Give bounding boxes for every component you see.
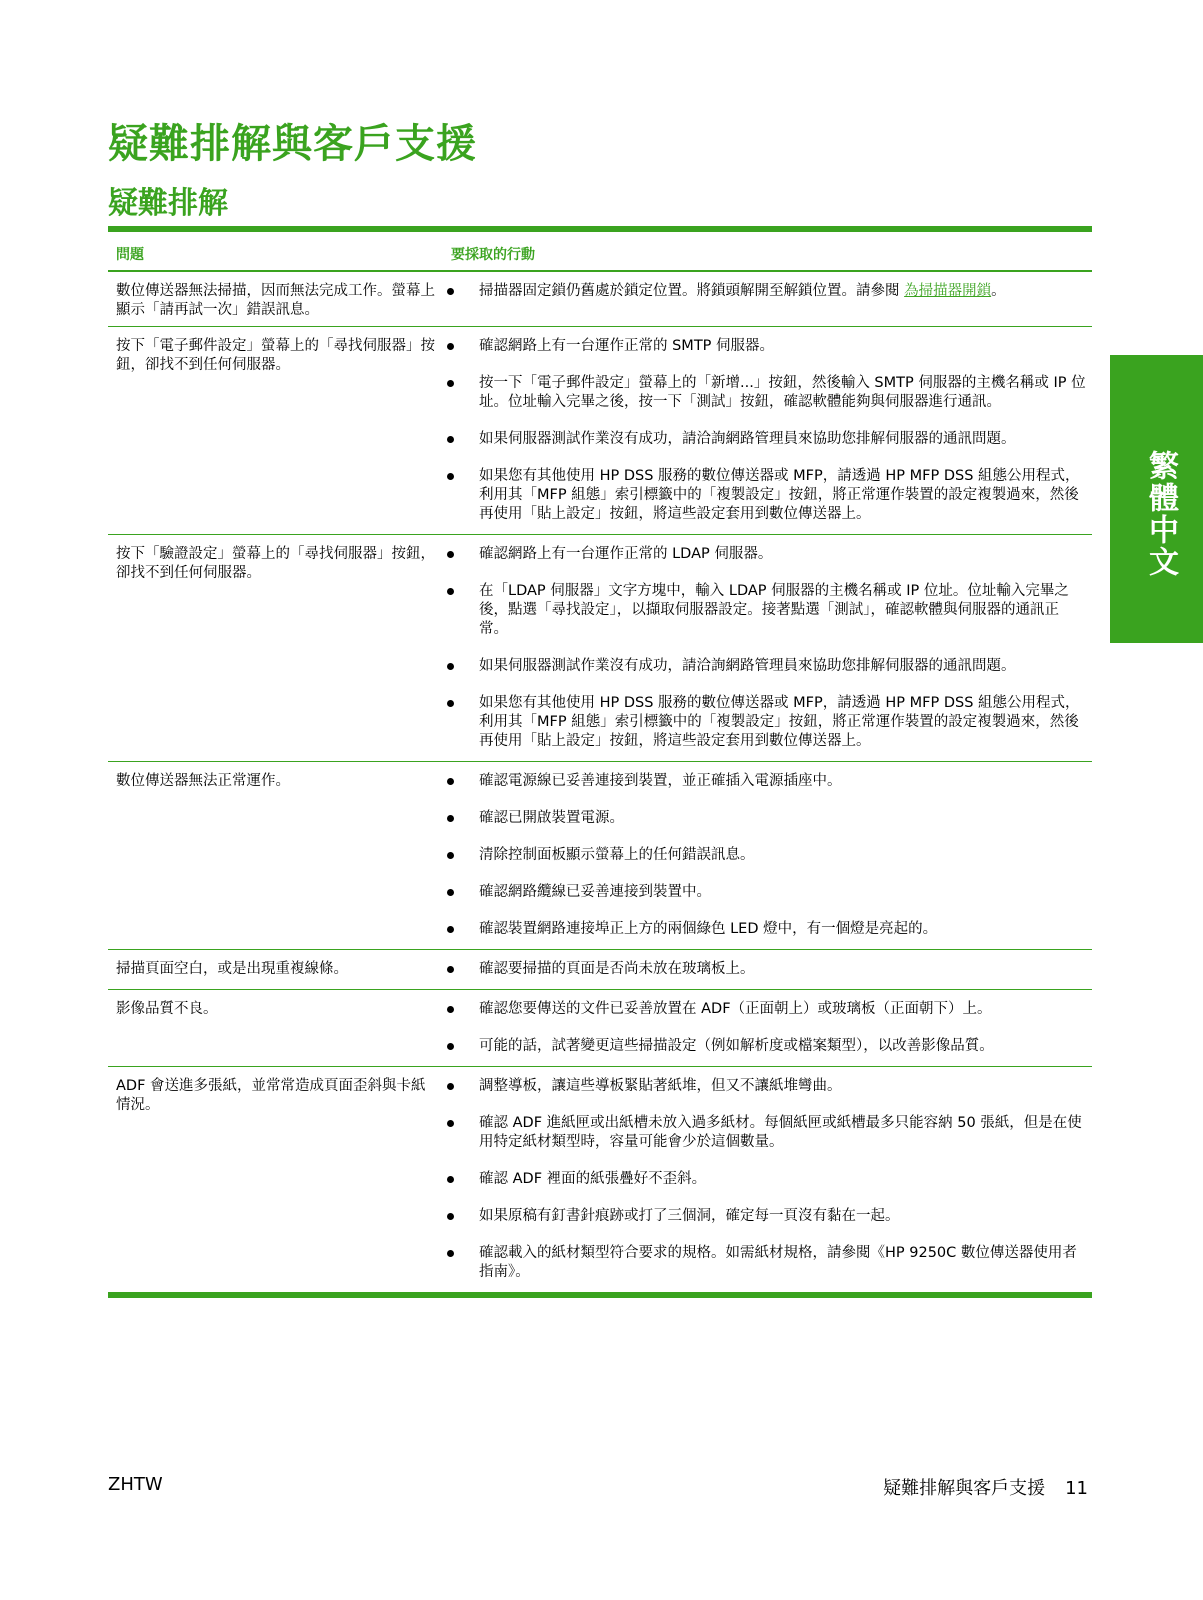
action-text-body: 在「LDAP 伺服器」文字方塊中，輸入 LDAP 伺服器的主機名稱或 IP 位址。位址輸入完畢之後，點選「尋找設定」，以擷取伺服器設定。接著點選「測試」，確認軟體與伺服器的通訊正常。 [479, 583, 1069, 637]
action-text [479, 1207, 1092, 1226]
action-text [479, 772, 1092, 791]
problem-cell: 掃描頁面空白，或是出現重複線條。 [116, 961, 348, 977]
action-text [479, 337, 1092, 356]
action-list [443, 545, 1092, 755]
table-row [108, 272, 1092, 327]
bullet-icon [443, 883, 479, 902]
action-item [443, 960, 1092, 979]
action-item [443, 1170, 1092, 1189]
cross-reference-link[interactable]: 為掃描器開鎖 [904, 283, 992, 299]
action-text-body: 如果您有其他使用 HP DSS 服務的數位傳送器或 MFP，請透過 HP MFP DSS 組態公用程式，利用其「MFP 組態」索引標籤中的「複製設定」按鈕，將正常運作裝置的設定複製過來，然後再使用「貼上設定」按鈕，將這些設定套用到數位傳送器上。 [479, 695, 1080, 749]
action-text [479, 1170, 1092, 1189]
action-text [479, 1077, 1092, 1096]
bullet-icon [443, 1077, 479, 1096]
bullet-icon [443, 960, 479, 979]
action-text [479, 657, 1092, 676]
action-text [479, 1244, 1092, 1282]
bullet-icon [443, 545, 479, 564]
bullet-icon [443, 1114, 479, 1152]
bullet-icon [443, 374, 479, 412]
action-text [479, 1000, 1092, 1019]
action-text-body: 確認裝置網路連接埠正上方的兩個綠色 LED 燈中，有一個燈是亮起的。 [479, 921, 938, 937]
action-text-suffix: 。 [991, 283, 1006, 299]
side-tab-label: 繁體中文 [1143, 450, 1178, 578]
action-item [443, 920, 1092, 939]
bullet-icon [443, 920, 479, 939]
action-text [479, 430, 1092, 449]
table-header [108, 232, 1092, 272]
bullet-icon [443, 467, 479, 524]
bullet-icon [443, 1207, 479, 1226]
action-list [443, 960, 1092, 983]
bullet-icon [443, 1037, 479, 1056]
action-text-body: 調整導板，讓這些導板緊貼著紙堆，但又不讓紙堆彎曲。 [479, 1078, 842, 1094]
action-text-body: 確認 ADF 進紙匣或出紙槽未放入過多紙材。每個紙匣或紙槽最多只能容納 50 張紙，但是在使用特定紙材類型時，容量可能會少於這個數量。 [479, 1115, 1082, 1150]
action-text-body: 如果伺服器測試作業沒有成功，請洽詢網路管理員來協助您排解伺服器的通訊問題。 [479, 658, 1016, 674]
action-list [443, 282, 1092, 320]
action-text-body: 可能的話，試著變更這些掃描設定（例如解析度或檔案類型），以改善影像品質。 [479, 1038, 994, 1054]
action-text-body: 確認網路上有一台運作正常的 LDAP 伺服器。 [479, 546, 773, 562]
action-item [443, 1037, 1092, 1056]
problem-cell: 數位傳送器無法正常運作。 [116, 773, 290, 789]
action-text-body: 按一下「電子郵件設定」螢幕上的「新增...」按鈕，然後輸入 SMTP 伺服器的主機名稱或 IP 位址。位址輸入完畢之後，按一下「測試」按鈕，確認軟體能夠與伺服器進行通訊。 [479, 375, 1086, 410]
action-text-body: 如果伺服器測試作業沒有成功，請洽詢網路管理員來協助您排解伺服器的通訊問題。 [479, 431, 1016, 447]
action-text [479, 694, 1092, 751]
bullet-icon [443, 582, 479, 639]
section-title: 疑難排解 [108, 186, 228, 221]
action-list [443, 1077, 1092, 1286]
problem-cell: 按下「電子郵件設定」螢幕上的「尋找伺服器」按鈕，卻找不到任何伺服器。 [116, 338, 435, 373]
action-item [443, 430, 1092, 449]
bullet-icon [443, 282, 479, 301]
action-item [443, 657, 1092, 676]
bullet-icon [443, 337, 479, 356]
action-list [443, 1000, 1092, 1060]
action-text [479, 846, 1092, 865]
bullet-icon [443, 772, 479, 791]
action-text [479, 883, 1092, 902]
bullet-icon [443, 694, 479, 751]
bullet-icon [443, 1000, 479, 1019]
bullet-icon [443, 430, 479, 449]
footer-section: 疑難排解與客戶支援 [883, 1478, 1046, 1499]
bullet-icon [443, 1244, 479, 1282]
action-text-body: 確認您要傳送的文件已妥善放置在 ADF（正面朝上）或玻璃板（正面朝下）上。 [479, 1001, 992, 1017]
action-text [479, 960, 1092, 979]
table-body [108, 272, 1092, 1293]
action-item [443, 374, 1092, 412]
bullet-icon [443, 809, 479, 828]
page-title: 疑難排解與客戶支援 [108, 121, 477, 167]
action-item [443, 282, 1092, 301]
problem-cell: 按下「驗證設定」螢幕上的「尋找伺服器」按鈕，卻找不到任何伺服器。 [116, 546, 435, 581]
action-text-body: 如果原稿有釘書針痕跡或打了三個洞，確定每一頁沒有黏在一起。 [479, 1208, 900, 1224]
action-text-body: 確認網路纜線已妥善連接到裝置中。 [479, 884, 711, 900]
table-bottom-rule [108, 1292, 1092, 1298]
action-item [443, 772, 1092, 791]
action-text-body: 如果您有其他使用 HP DSS 服務的數位傳送器或 MFP，請透過 HP MFP DSS 組態公用程式，利用其「MFP 組態」索引標籤中的「複製設定」按鈕，將正常運作裝置的設定複製過來，然後再使用「貼上設定」按鈕，將這些設定套用到數位傳送器上。 [479, 468, 1080, 522]
action-text [479, 467, 1092, 524]
header-problem: 問題 [116, 247, 144, 263]
action-text-body: 確認已開啟裝置電源。 [479, 810, 624, 826]
action-item [443, 694, 1092, 751]
action-text [479, 1037, 1092, 1056]
action-item [443, 582, 1092, 639]
action-item [443, 545, 1092, 564]
action-item [443, 846, 1092, 865]
action-item [443, 1077, 1092, 1096]
action-text-body: 確認 ADF 裡面的紙張疊好不歪斜。 [479, 1171, 707, 1187]
action-item [443, 1000, 1092, 1019]
action-text-body: 掃描器固定鎖仍舊處於鎖定位置。將鎖頭解開至解鎖位置。請參閱 [479, 283, 900, 299]
table-row [108, 762, 1092, 950]
language-side-tab [1110, 355, 1203, 643]
footer [883, 1474, 1088, 1500]
table-row [108, 327, 1092, 535]
action-text-body: 確認網路上有一台運作正常的 SMTP 伺服器。 [479, 338, 775, 354]
bullet-icon [443, 657, 479, 676]
action-text-body: 確認電源線已妥善連接到裝置，並正確插入電源插座中。 [479, 773, 842, 789]
action-text [479, 282, 1092, 301]
problem-cell: 數位傳送器無法掃描，因而無法完成工作。螢幕上顯示「請再試一次」錯誤訊息。 [116, 283, 435, 318]
action-text-body: 確認要掃描的頁面是否尚未放在玻璃板上。 [479, 961, 755, 977]
action-text [479, 809, 1092, 828]
problem-cell: ADF 會送進多張紙，並常常造成頁面歪斜與卡紙情況。 [116, 1078, 426, 1113]
action-item [443, 1244, 1092, 1282]
action-item [443, 809, 1092, 828]
table-row [108, 950, 1092, 990]
table-row [108, 535, 1092, 762]
action-item [443, 1207, 1092, 1226]
action-text-body: 確認載入的紙材類型符合要求的規格。如需紙材規格，請參閱《HP 9250C 數位傳送器使用者指南》。 [479, 1245, 1077, 1280]
header-action: 要採取的行動 [451, 247, 535, 263]
problem-cell: 影像品質不良。 [116, 1001, 218, 1017]
page-number: 11 [1065, 1478, 1088, 1499]
action-list [443, 772, 1092, 943]
table-row [108, 1067, 1092, 1293]
action-item [443, 337, 1092, 356]
action-item [443, 1114, 1092, 1152]
action-text [479, 374, 1092, 412]
troubleshooting-table [108, 226, 1092, 1298]
action-text [479, 1114, 1092, 1152]
action-item [443, 467, 1092, 524]
action-item [443, 883, 1092, 902]
bullet-icon [443, 1170, 479, 1189]
table-row [108, 990, 1092, 1067]
action-list [443, 337, 1092, 528]
action-text [479, 582, 1092, 639]
action-text [479, 920, 1092, 939]
action-text [479, 545, 1092, 564]
footer-locale: ZHTW [108, 1474, 163, 1495]
action-text-body: 清除控制面板顯示螢幕上的任何錯誤訊息。 [479, 847, 755, 863]
bullet-icon [443, 846, 479, 865]
